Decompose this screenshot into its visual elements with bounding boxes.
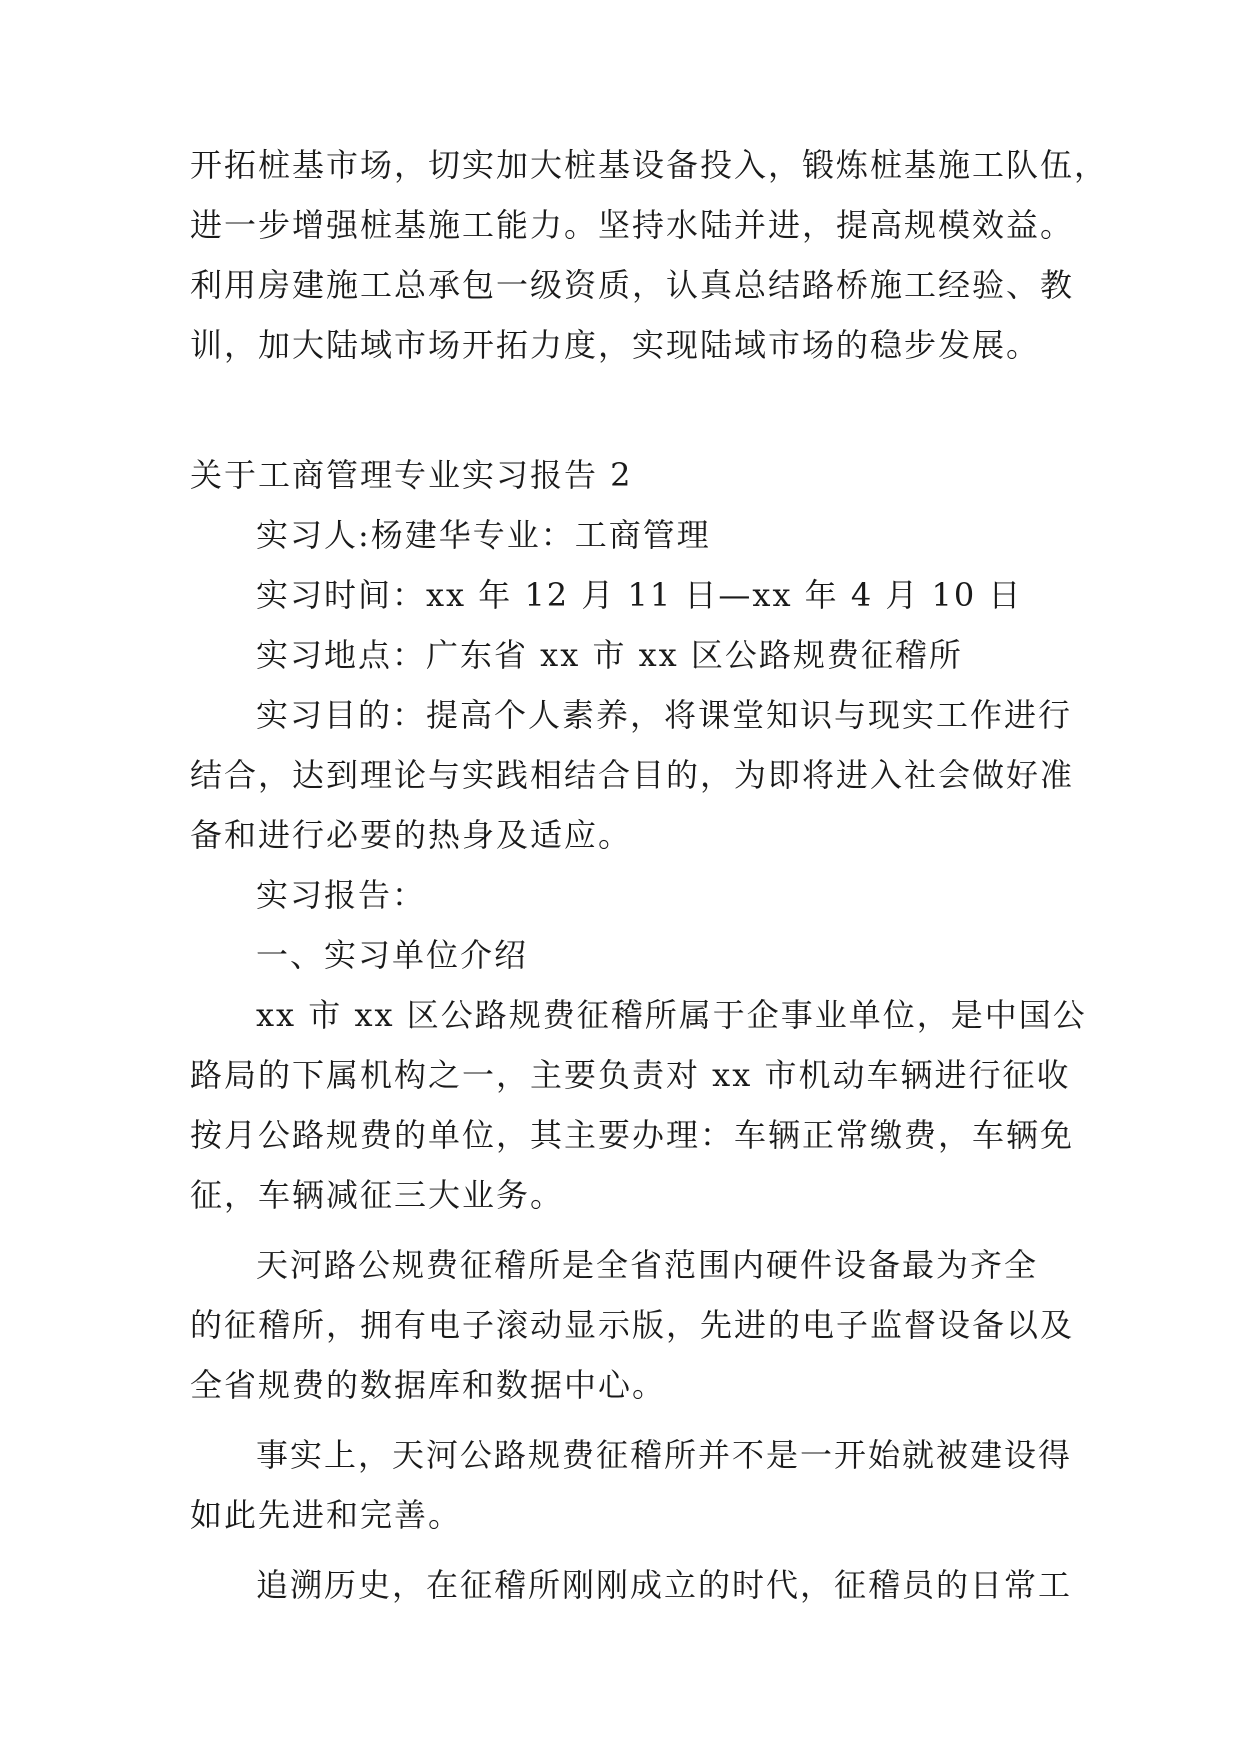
unit-intro-line: xx 市 xx 区公路规费征稽所属于企事业单位，是中国公 (256, 996, 1087, 1034)
intern-place-line: 实习地点：广东省 xx 市 xx 区公路规费征稽所 (256, 636, 963, 674)
equipment-line: 天河路公规费征稽所是全省范围内硬件设备最为齐全 (256, 1246, 1039, 1284)
fact-line: 如此先进和完善。 (190, 1496, 463, 1534)
purpose-line: 结合，达到理论与实践相结合目的，为即将进入社会做好准 (190, 756, 1075, 794)
purpose-line: 实习目的：提高个人素养，将课堂知识与现实工作进行 (256, 696, 1073, 734)
unit-intro-line: 按月公路规费的单位，其主要办理：车辆正常缴费，车辆免 (190, 1116, 1075, 1154)
body-text-line: 开拓桩基市场，切实加大桩基设备投入，锻炼桩基施工队伍， (190, 146, 1109, 184)
unit-intro-line: 路局的下属机构之一，主要负责对 xx 市机动车辆进行征收 (190, 1056, 1071, 1094)
body-text-line: 训，加大陆域市场开拓力度，实现陆域市场的稳步发展。 (190, 326, 1041, 364)
purpose-line: 备和进行必要的热身及适应。 (190, 816, 633, 854)
report-label: 实习报告： (256, 876, 427, 914)
unit-intro-line: 征，车辆减征三大业务。 (190, 1176, 565, 1214)
report-heading: 关于工商管理专业实习报告 2 (190, 456, 633, 494)
intern-name-line: 实习人:杨建华专业：工商管理 (256, 516, 711, 554)
equipment-line: 全省规费的数据库和数据中心。 (190, 1366, 667, 1404)
intern-time-line: 实习时间：xx 年 12 月 11 日—xx 年 4 月 10 日 (256, 576, 1023, 614)
section-title: 一、实习单位介绍 (256, 936, 529, 974)
history-line: 追溯历史，在征稽所刚刚成立的时代，征稽员的日常工 (256, 1566, 1073, 1604)
body-text-line: 进一步增强桩基施工能力。坚持水陆并进，提高规模效益。 (190, 206, 1075, 244)
equipment-line: 的征稽所，拥有电子滚动显示版，先进的电子监督设备以及 (190, 1306, 1075, 1344)
fact-line: 事实上，天河公路规费征稽所并不是一开始就被建设得 (256, 1436, 1073, 1474)
body-text-line: 利用房建施工总承包一级资质，认真总结路桥施工经验、教 (190, 266, 1075, 304)
